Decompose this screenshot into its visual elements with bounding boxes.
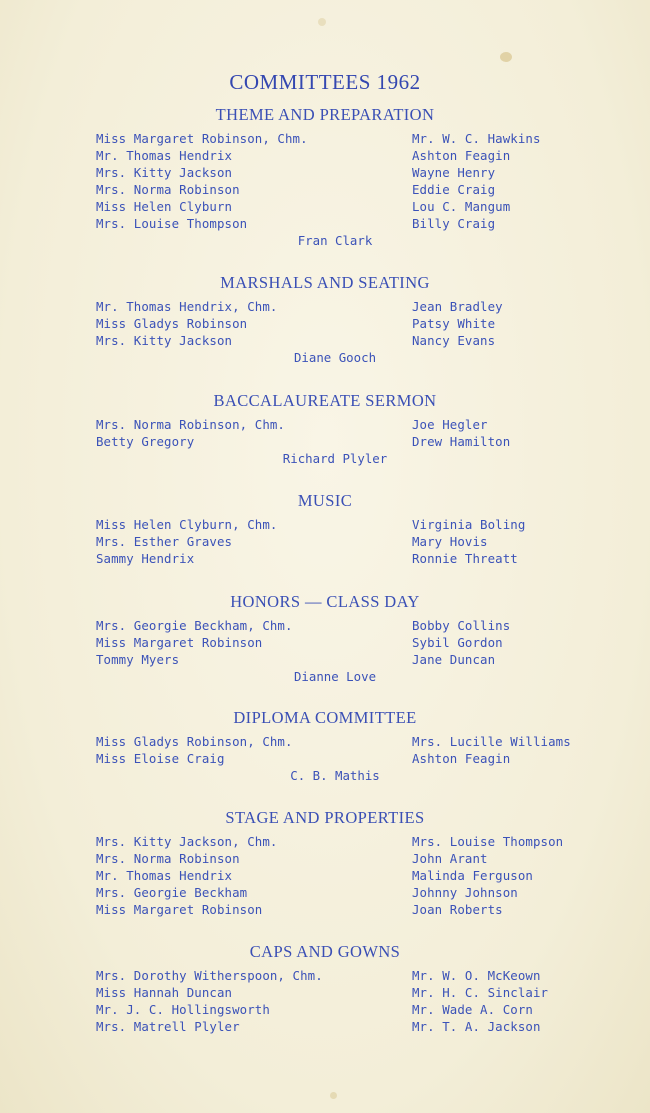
member-name-centered: C. B. Mathis [290,768,380,783]
member-name: Joan Roberts [412,902,503,917]
member-name: Mrs. Kitty Jackson [96,333,233,348]
member-name: Mrs. Norma Robinson, Chm. [96,417,285,432]
member-list-left [96,967,323,1035]
committee-section [0,590,650,684]
page-title: COMMITTEES 1962 [229,70,421,94]
member-list-left [96,516,277,567]
member-name: Lou C. Mangum [412,199,511,214]
member-name: Mr. W. O. McKeown [412,968,541,983]
member-name: Ronnie Threatt [412,551,518,566]
member-name: Mr. W. C. Hawkins [412,131,541,146]
member-name: Mary Hovis [412,534,488,549]
committee-heading: HONORS — CLASS DAY [230,592,420,611]
member-list-left [96,130,308,232]
committee-section [0,389,650,466]
member-name: Joe Hegler [412,417,488,432]
member-name: Miss Margaret Robinson [96,902,263,917]
committee-heading: CAPS AND GOWNS [249,942,401,961]
member-name: Miss Helen Clyburn, Chm. [96,517,278,532]
member-name: Mrs. Kitty Jackson [96,165,233,180]
member-name: Malinda Ferguson [412,868,533,883]
member-name: Mrs. Louise Thompson [412,834,564,849]
member-name: Patsy White [412,316,496,331]
member-list-left [96,733,293,767]
member-name: Drew Hamilton [412,434,511,449]
member-name: Mrs. Georgie Beckham [96,885,248,900]
member-name: Tommy Myers [96,652,180,667]
member-name: Mr. Thomas Hendrix [96,868,233,883]
member-name: Miss Hannah Duncan [96,985,233,1000]
committee-heading: BACCALAUREATE SERMON [213,391,437,410]
committee-section [0,271,650,365]
member-name: Mrs. Norma Robinson [96,182,240,197]
committee-heading: THEME AND PREPARATION [215,105,435,124]
member-name-centered: Richard Plyler [282,451,388,466]
member-name: Miss Eloise Craig [96,751,225,766]
member-name: Billy Craig [412,216,496,231]
member-name: Bobby Collins [412,618,511,633]
member-name: Mrs. Kitty Jackson, Chm. [96,834,278,849]
paper-stain [330,1092,337,1099]
member-name: Eddie Craig [412,182,496,197]
member-name: Jane Duncan [412,652,496,667]
member-name: Mrs. Matrell Plyler [96,1019,240,1034]
member-name: Betty Gregory [96,434,195,449]
member-list-right [412,416,510,450]
member-name-centered: Diane Gooch [293,350,377,365]
member-name: Ashton Feagin [412,148,511,163]
member-name: Miss Helen Clyburn [96,199,233,214]
member-name: Mr. H. C. Sinclair [412,985,549,1000]
member-name: Sybil Gordon [412,635,503,650]
member-name: Wayne Henry [412,165,496,180]
member-name: Mrs. Dorothy Witherspoon, Chm. [96,968,323,983]
member-name: Jean Bradley [412,299,503,314]
paper-stain [500,52,512,62]
member-name: Miss Gladys Robinson [96,316,248,331]
committee-heading: MARSHALS AND SEATING [220,273,430,292]
committee-heading: STAGE AND PROPERTIES [225,808,425,827]
member-list-right [412,833,563,918]
member-list-right [412,298,503,349]
member-name: Mr. Thomas Hendrix, Chm. [96,299,278,314]
committee-section [0,806,650,917]
member-name: Nancy Evans [412,333,496,348]
member-name-centered: Fran Clark [297,233,373,248]
member-name-centered: Dianne Love [293,669,377,684]
member-name: Mr. Thomas Hendrix [96,148,233,163]
member-name: Mrs. Norma Robinson [96,851,240,866]
member-list-left [96,617,293,668]
committee-heading: DIPLOMA COMMITTEE [233,708,417,727]
member-name: Mr. T. A. Jackson [412,1019,541,1034]
member-list-right [412,967,548,1035]
committee-section [0,940,650,1034]
member-list-right [412,130,541,232]
paper-stain [318,18,326,26]
member-name: Virginia Boling [412,517,526,532]
member-name: Sammy Hendrix [96,551,195,566]
member-name: Mrs. Georgie Beckham, Chm. [96,618,293,633]
member-name: Miss Gladys Robinson, Chm. [96,734,293,749]
member-name: Mr. Wade A. Corn [412,1002,533,1017]
member-name: Mrs. Lucille Williams [412,734,571,749]
member-name: Mrs. Esther Graves [96,534,233,549]
member-name: Ashton Feagin [412,751,511,766]
member-name: Miss Margaret Robinson [96,635,263,650]
member-list-right [412,516,525,567]
committee-heading: MUSIC [297,491,353,510]
member-name: Mr. J. C. Hollingsworth [96,1002,270,1017]
member-list-left [96,416,285,450]
member-list-right [412,733,571,767]
member-list-left [96,298,277,349]
committee-section [0,706,650,783]
committee-section [0,103,650,248]
committee-section [0,489,650,566]
member-name: Mrs. Louise Thompson [96,216,248,231]
member-list-left [96,833,277,918]
member-list-right [412,617,510,668]
member-name: John Arant [412,851,488,866]
member-name: Johnny Johnson [412,885,518,900]
member-name: Miss Margaret Robinson, Chm. [96,131,308,146]
